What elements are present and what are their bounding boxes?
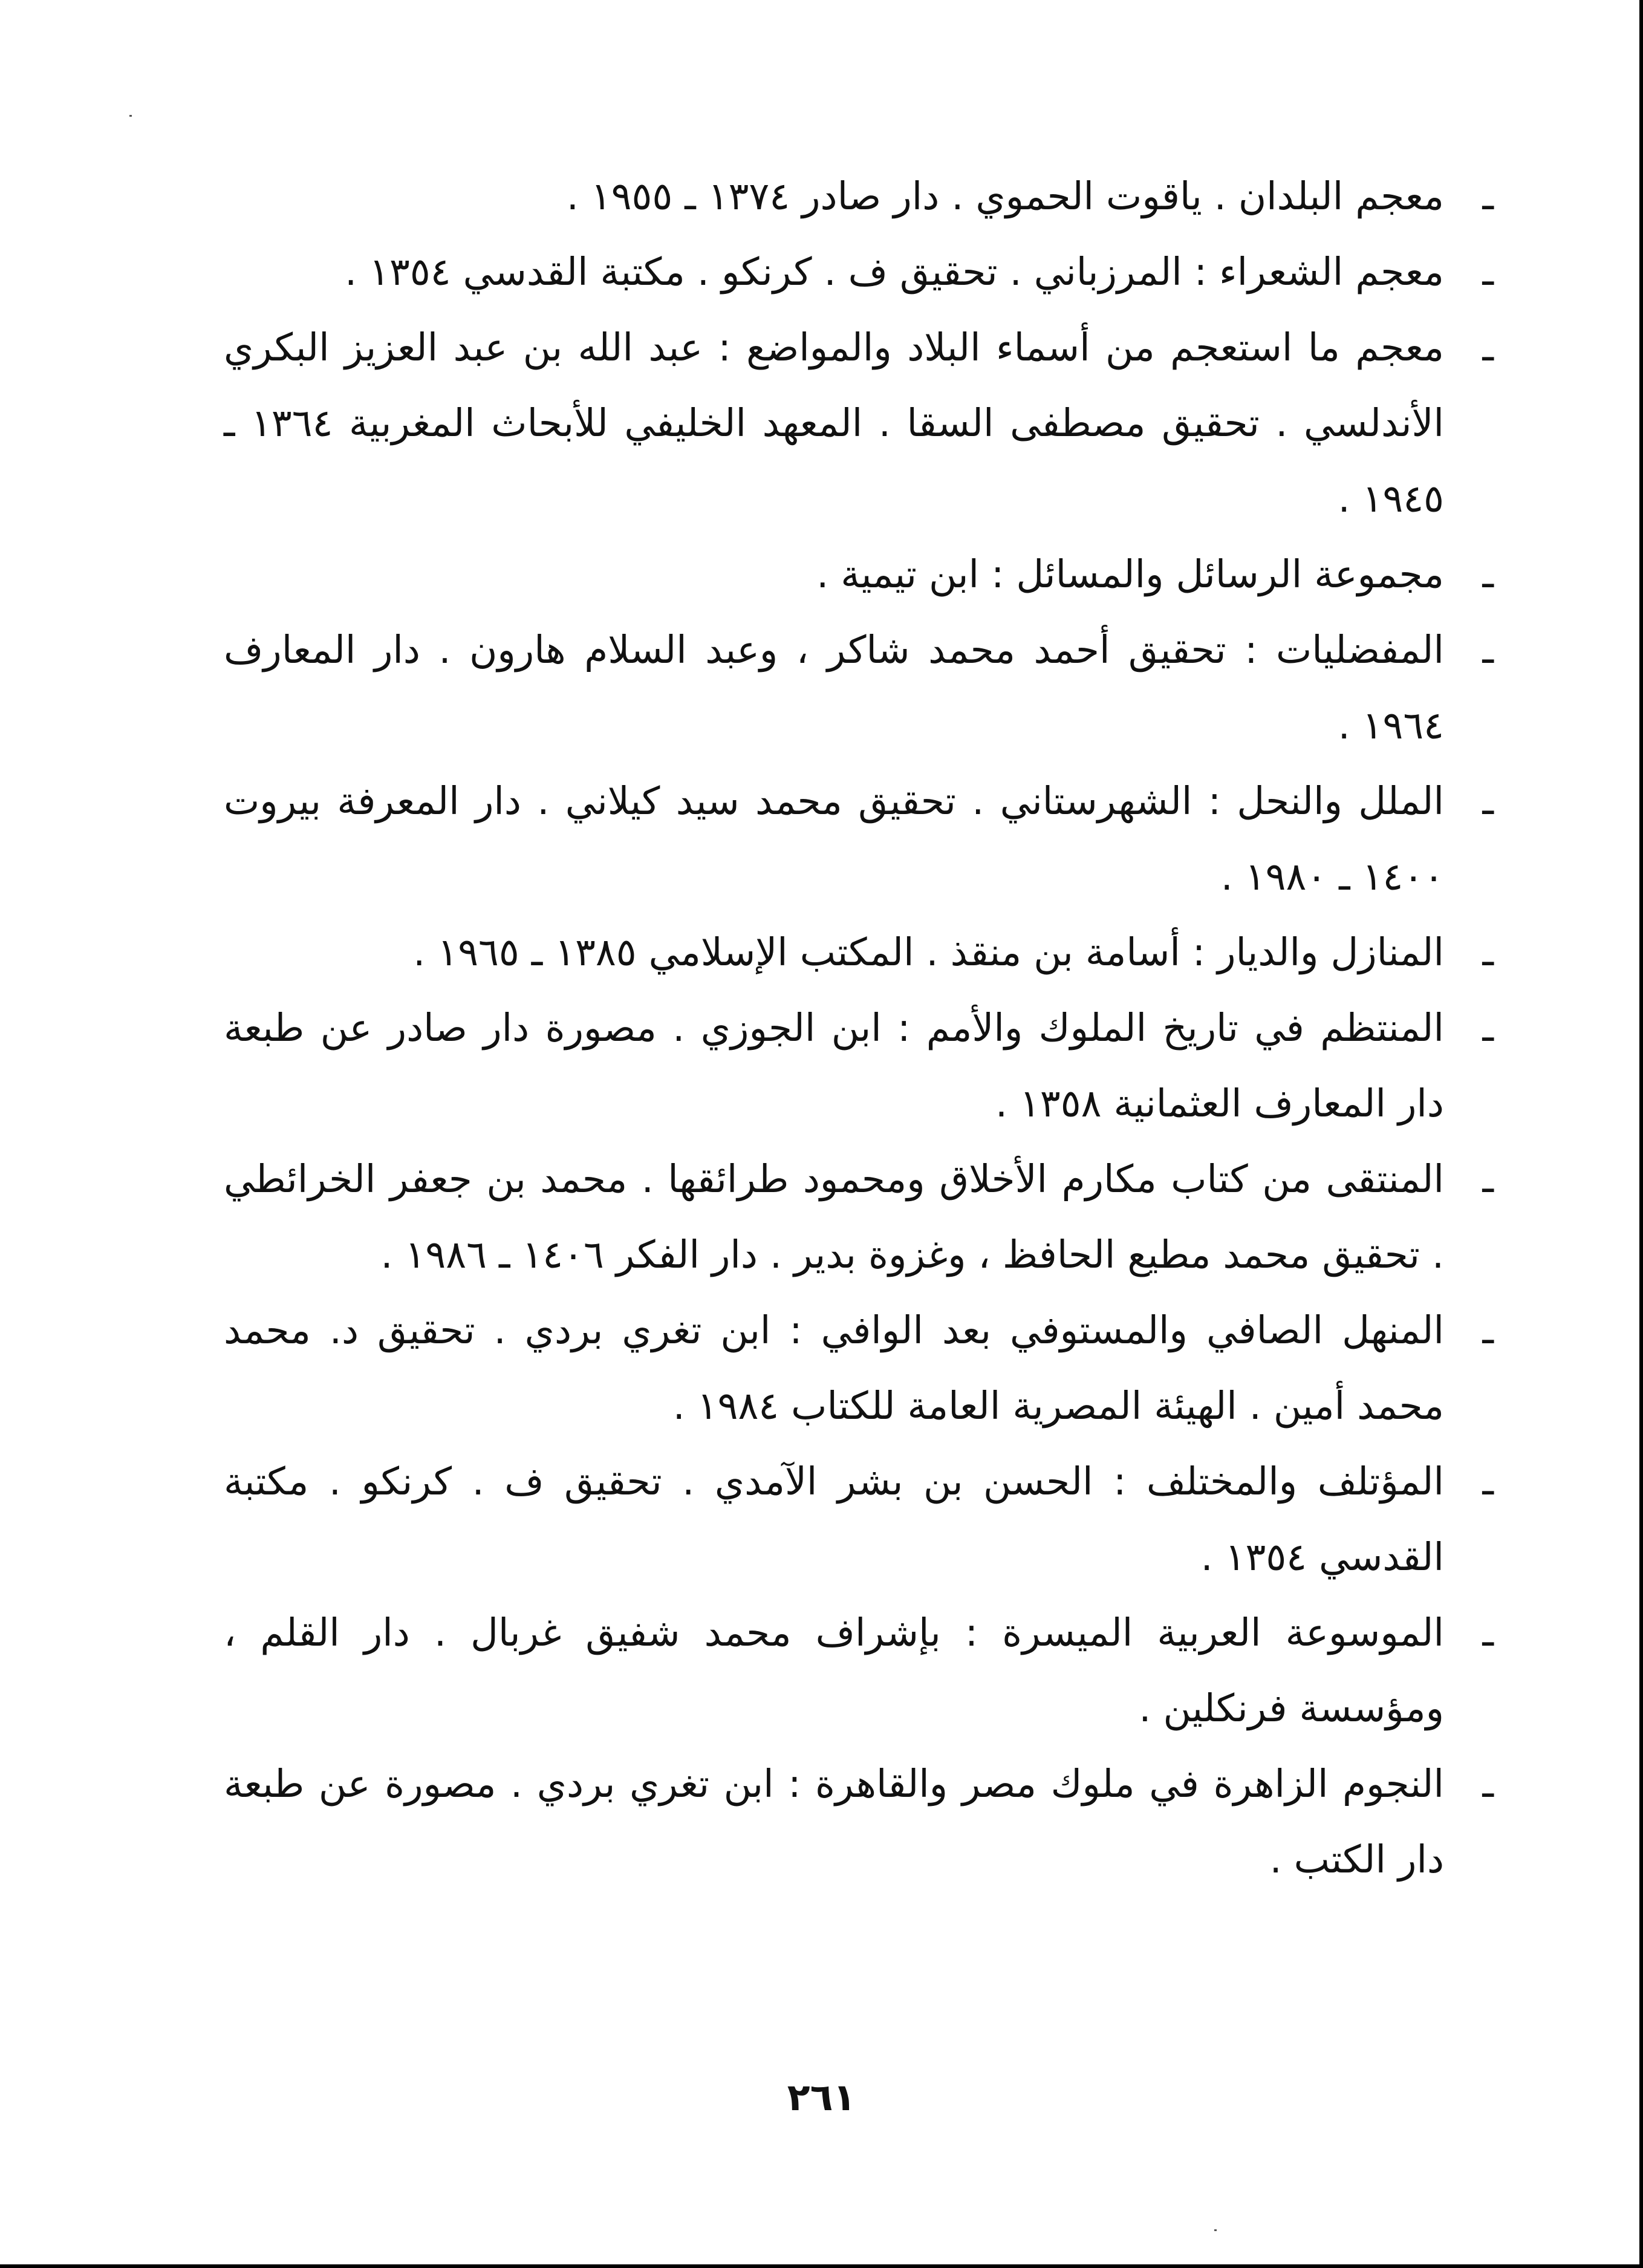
bibliography-entry xyxy=(224,914,1494,990)
entry-text: مجموعة الرسائل والمسائل : ابن تيمية . xyxy=(816,552,1444,596)
page-number: ٢٦١ xyxy=(787,2075,856,2119)
entry-text: المنتظم في تاريخ الملوك والأمم : ابن الجوزي . مصورة دار صادر عن طبعة دار المعارف العثمانية ١٣٥٨ . xyxy=(224,1006,1444,1126)
entry-dash: ـ xyxy=(1482,930,1494,974)
entry-text: المنازل والديار : أسامة بن منقذ . المكتب الإسلامي ١٣٨٥ ـ ١٩٦٥ . xyxy=(413,930,1444,974)
entry-text: الملل والنحل : الشهرستاني . تحقيق محمد سيد كيلاني . دار المعرفة بيروت ١٤٠٠ ـ ١٩٨٠ . xyxy=(224,779,1444,899)
entry-dash: ـ xyxy=(1482,250,1494,294)
bibliography-entry xyxy=(224,1595,1494,1746)
entry-dash: ـ xyxy=(1482,174,1494,218)
bibliography-list xyxy=(224,158,1494,1897)
scan-speck xyxy=(1214,2229,1217,2231)
entry-text: معجم الشعراء : المرزباني . تحقيق ف . كرنكو . مكتبة القدسي ١٣٥٤ . xyxy=(345,250,1444,294)
entry-text: معجم البلدان . ياقوت الحموي . دار صادر ١٣٧٤ ـ ١٩٥٥ . xyxy=(566,174,1444,218)
entry-text: المنهل الصافي والمستوفي بعد الوافي : ابن تغري بردي . تحقيق د. محمد محمد أمين . الهيئة المصرية العامة للكتاب ١٩٨٤ . xyxy=(224,1308,1444,1428)
entry-text: الموسوعة العربية الميسرة : بإشراف محمد شفيق غربال . دار القلم ، ومؤسسة فرنكلين . xyxy=(224,1611,1444,1730)
bibliography-entry xyxy=(224,612,1494,763)
bibliography-entry xyxy=(224,1292,1494,1444)
entry-dash: ـ xyxy=(1482,1611,1494,1655)
entry-dash: ـ xyxy=(1482,779,1494,823)
entry-dash: ـ xyxy=(1482,552,1494,596)
bibliography-entry xyxy=(224,990,1494,1141)
bibliography-entry xyxy=(224,310,1494,536)
entry-dash: ـ xyxy=(1482,1459,1494,1504)
entry-text: المنتقى من كتاب مكارم الأخلاق ومحمود طرائقها . محمد بن جعفر الخرائطي . تحقيق محمد مطيع الحافظ ، وغزوة بدير . دار الفكر ١٤٠٦ ـ ١٩٨٦ . xyxy=(224,1157,1444,1277)
bibliography-entry xyxy=(224,1444,1494,1595)
entry-text: المؤتلف والمختلف : الحسن بن بشر الآمدي . تحقيق ف . كرنكو . مكتبة القدسي ١٣٥٤ . xyxy=(224,1459,1444,1579)
bibliography-entry xyxy=(224,158,1494,234)
scan-speck xyxy=(129,115,132,117)
entry-dash: ـ xyxy=(1482,1762,1494,1806)
bibliography-entry xyxy=(224,536,1494,612)
bibliography-entry xyxy=(224,763,1494,914)
entry-text: معجم ما استعجم من أسماء البلاد والمواضع : عبد الله بن عبد العزيز البكري الأندلسي . تحقيق مصطفى السقا . المعهد الخليفي للأبحاث المغربية ١٣٦٤ ـ ١٩٤٥ . xyxy=(224,325,1444,521)
entry-text: المفضليات : تحقيق أحمد محمد شاكر ، وعبد السلام هارون . دار المعارف ١٩٦٤ . xyxy=(224,628,1444,748)
entry-dash: ـ xyxy=(1482,628,1494,672)
entry-dash: ـ xyxy=(1482,325,1494,370)
bibliography-entry xyxy=(224,234,1494,310)
entry-dash: ـ xyxy=(1482,1308,1494,1352)
entry-text: النجوم الزاهرة في ملوك مصر والقاهرة : ابن تغري بردي . مصورة عن طبعة دار الكتب . xyxy=(224,1762,1444,1882)
entry-dash: ـ xyxy=(1482,1157,1494,1201)
entry-dash: ـ xyxy=(1482,1006,1494,1050)
bibliography-entry xyxy=(224,1141,1494,1292)
bibliography-entry xyxy=(224,1746,1494,1897)
